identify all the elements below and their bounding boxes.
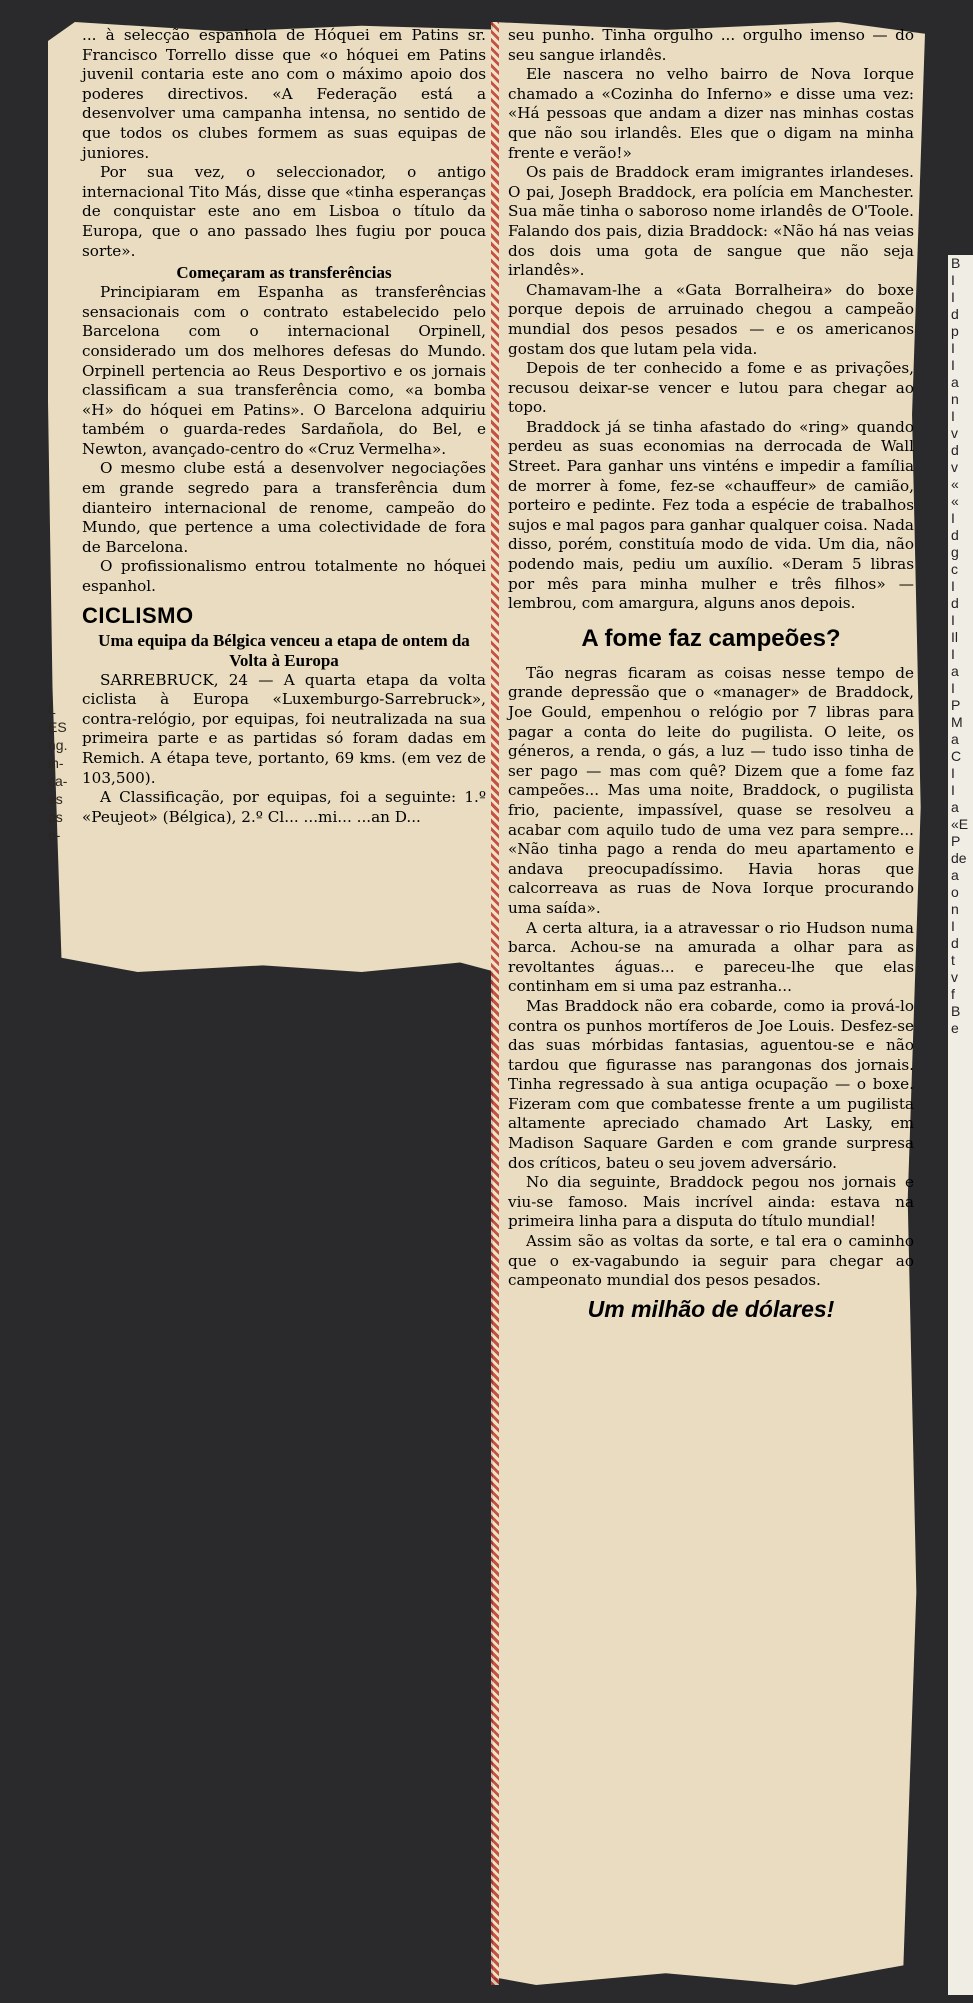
fragment-text: a — [951, 867, 959, 883]
fragment-text: es — [48, 791, 63, 807]
fragment-text: M — [951, 714, 963, 730]
article-paragraph: Chamavam-lhe a «Gata Borralheira» do boxe porque depois de arruinado chegou a campeão mundial dos pesos pesados — e os americanos gostam dos que lutam pela vida. — [508, 280, 914, 358]
fragment-text: ps — [48, 809, 63, 825]
right-column — [508, 26, 914, 1323]
article-paragraph: SARREBRUCK, 24 — A quarta etapa da volta ciclista à Europa «Luxemburgo-Sarrebruck», contra-relógio, por equipas, foi neutralizada na sua primeira parte e as partidas só foram dadas em Remich. A étapa teve, portanto, 69 kms. (em vez de 103,500). — [82, 670, 486, 787]
fragment-text: B — [951, 1003, 961, 1019]
fragment-text: d — [951, 306, 959, 322]
fragment-text: P — [951, 833, 961, 849]
article-paragraph: seu punho. Tinha orgulho ... orgulho imenso — do seu sangue irlandês. — [508, 26, 914, 64]
fragment-text: in- — [48, 755, 64, 771]
fragment-text: v — [951, 969, 958, 985]
fragment-text: P — [951, 697, 961, 713]
headline-million-dollars: Um milhão de dólares! — [587, 1295, 835, 1322]
right-edge-fragments — [948, 255, 973, 1995]
article-paragraph: Tão negras ficaram as coisas nesse tempo de grande depressão que o «manager» de Braddock, Joe Gould, empenhou o relógio por 7 libras para pagar a conta do leite do pugilista. O leite, os géneros, a renda, o gás, a luz — tudo isso tinha de ser pago — mas com quê? Dizem que a fome faz campeões... Mas uma noite, Braddock, o pugilista frio, paciente, impassível, quase se resolveu a acabar com aquilo tudo de uma vez para sempre... «Não tinha pago a renda do meu apartamento e andava preocupadíssimo. Havia horas que calcorreava as ruas de Nova Iorque procurando uma saída». — [508, 663, 914, 917]
fragment-text: I — [951, 272, 955, 288]
left-column — [82, 26, 486, 827]
fragment-text: Il — [951, 629, 958, 645]
fragment-text: e- — [48, 827, 61, 843]
fragment-text: L — [48, 701, 56, 717]
fragment-text: v — [951, 425, 958, 441]
fragment-text: I — [951, 357, 955, 373]
fragment-text: e — [951, 1020, 959, 1036]
fragment-text: de — [951, 850, 967, 866]
article-paragraph: Mas Braddock não era cobarde, como ia prová-lo contra os punhos mortíferos de Joe Louis. Desfez-se das suas mórbidas fantasias, aguentou-se e não tardou que figurasse nas parangonas dos jornais. Tinha regressado à sua antiga ocupação — o boxe. Fizeram com que combatesse frente a um pugilista altamente apreciado chamado Art Lasky, em Madison Saquare Garden e com grande surpresa dos críticos, bateu o seu jovem adversário. — [508, 996, 914, 1172]
article-paragraph: No dia seguinte, Braddock pegou nos jornais e viu-se famoso. Mais incrível ainda: estava na primeira linha para a disputa do título mundial! — [508, 1173, 914, 1231]
fragment-text: I — [951, 340, 955, 356]
fragment-text: t — [951, 952, 955, 968]
fragment-text: I — [951, 510, 955, 526]
fragment-text: p — [951, 323, 959, 339]
fragment-text: d — [951, 935, 959, 951]
fragment-text: n — [951, 901, 959, 917]
article-paragraph: O profissionalismo entrou totalmente no hóquei espanhol. — [82, 557, 486, 596]
fragment-text: d — [951, 527, 959, 543]
article-paragraph: ... à selecção espanhola de Hóquei em Patins sr. Francisco Torrello disse que «o hóquei em Patins juvenil contaria este ano com o máximo apoio dos poderes directivos. «A Federação está a desenvolver uma campanha intensa, no sentido de que todos os clubes formem as suas equipas de juniores. — [82, 26, 486, 162]
article-paragraph: Braddock já se tinha afastado do «ring» quando perdeu as suas economias na derrocada de Wall Street. Para ganhar uns vinténs e impedir a família de morrer à fome, fez-se «chauffeur» de camião, porteiro e pedinte. Fez toda a espécie de trabalhos sujos e mal pagos para ganhar qualquer coisa. Nada disso, porém, constituía modo de vida. Um dia, não podendo mais, pediu um auxílio. «Deram 5 libras por mês para minha mulher e três filhos» — lembrou, com amargura, alguns anos depois. — [508, 417, 914, 613]
fragment-text: I — [951, 680, 955, 696]
fragment-text: I — [951, 782, 955, 798]
fragment-text: « — [951, 493, 959, 509]
headline-hunger: A fome faz campeões? — [581, 624, 841, 652]
fragment-text: v — [951, 459, 958, 475]
article-paragraph: Depois de ter conhecido a fome e as privações, recusou deixar-se vencer e lutou para chegar ao topo. — [508, 359, 914, 417]
article-paragraph: Os pais de Braddock eram imigrantes irlandeses. O pai, Joseph Braddock, era polícia em Manchester. Sua mãe tinha o saboroso nome irlandês de O'Toole. Falando dos pais, dizia Braddock: «Não há nas veias dos dois uma gota de sangue que não seja irlandês». — [508, 163, 914, 280]
fragment-text: « — [951, 476, 959, 492]
fragment-text: c — [951, 561, 958, 577]
fragment-text: g — [951, 544, 959, 560]
article-paragraph: Por sua vez, o seleccionador, o antigo internacional Tito Más, disse que «tinha esperanças de conquistar este ano em Lisboa o título da Europa, que o ano passado lhes fugiu por pouca sorte». — [82, 163, 486, 260]
fragment-text: a — [951, 799, 959, 815]
fragment-text: ca- — [48, 773, 68, 789]
fragment-text: n — [951, 391, 959, 407]
article-paragraph: Assim são as voltas da sorte, e tal era o caminho que o ex-vagabundo ia seguir para chegar ao campeonato mundial dos pesos pesados. — [508, 1232, 914, 1290]
fragment-text: I — [951, 646, 955, 662]
fragment-text: I — [951, 408, 955, 424]
fragment-text: B — [951, 255, 961, 271]
article-paragraph: Principiaram em Espanha as transferências sensacionais com o contrato estabelecido pelo Barcelona com o internacional Orpinell, considerado um dos melhores defesas do Mundo. Orpinell pertencia ao Reus Desportivo e os jornais classificam a sua transferência como, «a bomba «H» do hóquei em Patins». O Barcelona adquiriu também o guarda-redes Sardañola, do Bel, e Newton, avançado-centro do «Cruz Vermelha». — [82, 283, 486, 458]
cycling-headline: Uma equipa da Bélgica venceu a etapa de ontem da Volta à Europa — [98, 630, 470, 670]
subheading-transfers: Começaram as transferências — [176, 263, 392, 283]
left-edge-fragments — [48, 700, 78, 844]
fragment-text: I — [951, 578, 955, 594]
fragment-text: f — [951, 986, 955, 1002]
fragment-text: ES — [48, 719, 67, 735]
fragment-text: I — [951, 612, 955, 628]
article-paragraph: Ele nascera no velho bairro de Nova Iorque chamado a «Cozinha do Inferno» e disse uma vez: «Há pessoas que andam a dizer nas minhas costas que não sou irlandês. Eles que o digam na minha frente e verão!» — [508, 65, 914, 162]
fragment-text: d — [951, 595, 959, 611]
fragment-text: «E — [951, 816, 969, 832]
fragment-text: C — [951, 748, 962, 764]
fragment-text: a — [951, 663, 959, 679]
fragment-text: I — [951, 918, 955, 934]
fragment-text: I — [951, 289, 955, 305]
article-paragraph: A Classificação, por equipas, foi a seguinte: 1.º «Peujeot» (Bélgica), 2.º Cl... ...mi... ...an D... — [82, 788, 486, 826]
fragment-text: o — [951, 884, 959, 900]
article-paragraph: A certa altura, ia a atravessar o rio Hudson numa barca. Achou-se na amurada a olhar para as revoltantes águas... e pareceu-lhe que elas continham em si uma paz estranha... — [508, 918, 914, 996]
fragment-text: ng. — [48, 737, 68, 753]
section-title-cycling: CICLISMO — [82, 602, 194, 628]
fragment-text: I — [951, 765, 955, 781]
column-divider-rule — [491, 22, 499, 1985]
fragment-text: a — [951, 731, 959, 747]
fragment-text: d — [951, 442, 959, 458]
article-paragraph: O mesmo clube está a desenvolver negociações em grande segredo para a transferência dum dianteiro internacional de renome, campeão do Mundo, que pertence a uma colectividade de fora de Barcelona. — [82, 459, 486, 556]
fragment-text: a — [951, 374, 959, 390]
